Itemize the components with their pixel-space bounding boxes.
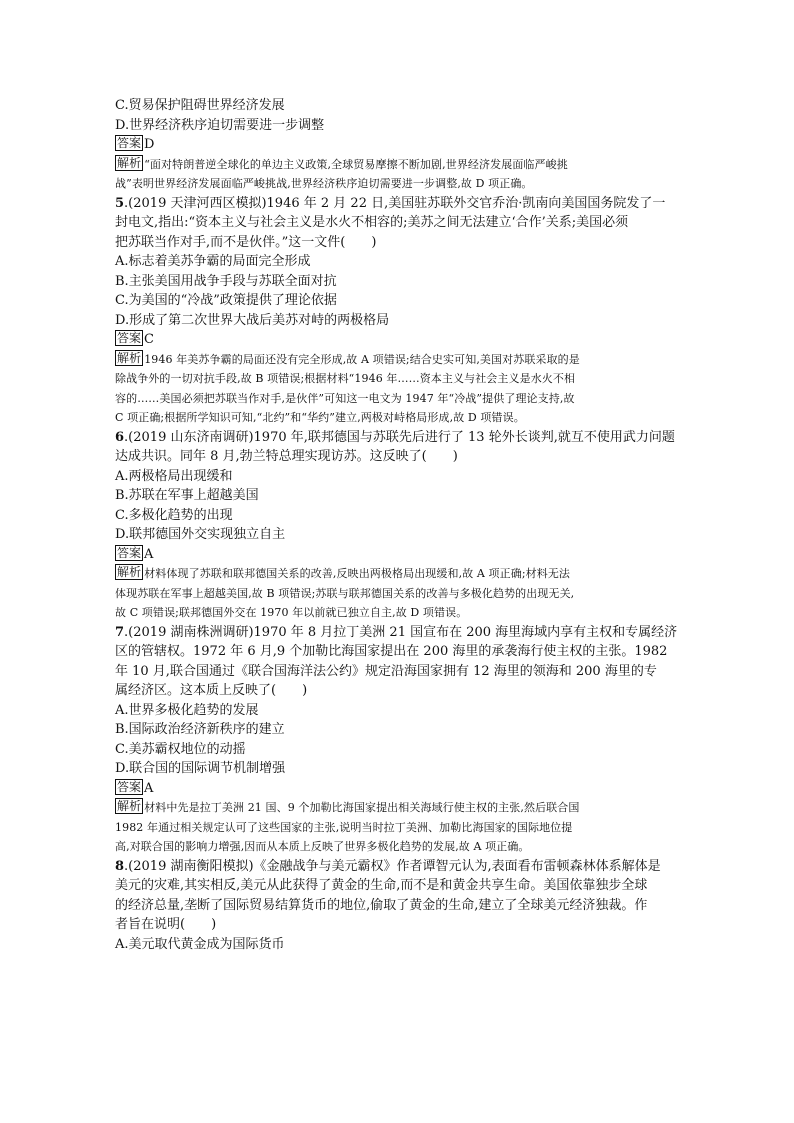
question-number: 5 xyxy=(115,195,125,211)
analysis-line: 解析 材料中先是拉丁美洲 21 国、9 个加勒比海国家提出相关海域行使主权的主张,然后联合国 xyxy=(117,799,580,814)
question-stem-line: 区的管辖权。1972 年 6 月,9 个加勒比海国家提出在 200 海里的承袭海行使主权的主张。1982 xyxy=(115,644,668,659)
answer-line xyxy=(115,779,685,799)
question-stem-line: 7.(2019 湖南株洲调研)1970 年 8 月拉丁美洲 21 国宣布在 200 海里海域内享有主权和专属经济 xyxy=(115,624,678,640)
option-d: D.世界经济秩序迫切需要进一步调整 xyxy=(115,117,325,133)
analysis-line: 1982 年通过相关规定认可了这些国家的主张,说明当时拉丁美洲、加勒比海国家的国际地位提 xyxy=(115,820,573,834)
question-6 xyxy=(115,428,685,623)
option-c: C.美苏霸权地位的动摇 xyxy=(115,741,246,757)
question-stem-line: 封电文,指出:“资本主义与社会主义是水火不相容的;美苏之间无法建立‘合作’关系;美国必须 xyxy=(115,215,629,230)
option-b: B.苏联在军事上超越美国 xyxy=(115,488,259,503)
analysis-line: 解析 “面对特朗普逆全球化的单边主义政策,全球贸易摩擦不断加剧,世界经济发展面临严峻挑 xyxy=(117,155,568,171)
question-stem-line: 美元的灾难,其实相反,美元从此获得了黄金的生命,而不是和黄金共享生命。美国依靠独步全球 xyxy=(115,878,648,893)
answer-label: 答案 xyxy=(117,136,142,150)
question-stem-line: 达成共识。同年 8 月,勃兰特总理实现访苏。这反映了( ) xyxy=(115,449,458,464)
analysis-line: 除战争外的一切对抗手段,故 B 项错误;根据材料“1946 年……资本主义与社会主义是水火不相 xyxy=(115,372,576,385)
answer-value: C xyxy=(144,332,154,347)
question-stem-line: 年 10 月,联合国通过《联合国海洋法公约》规定沿海国家拥有 12 海里的领海和 200 海里的专 xyxy=(115,663,657,679)
answer-value: A xyxy=(144,780,154,796)
answer-label: 答案 xyxy=(117,545,142,560)
analysis-line: C 项正确;根据所学知识可知,“北约”和“华约”建立,两极对峙格局形成,故 D 项错误。 xyxy=(115,411,525,424)
question-stem-line: 8.(2019 湖南衡阳模拟)《金融战争与美元霸权》作者谭智元认为,表面看布雷顿森林体系解体是 xyxy=(115,858,661,874)
option-d: D.形成了第二次世界大战后美苏对峙的两极格局 xyxy=(115,312,390,328)
question-4-tail xyxy=(115,96,685,194)
question-stem-line: 把苏联当作对手,而不是伙伴。”这一文件( ) xyxy=(115,234,377,250)
option-a: A.两极格局出现缓和 xyxy=(115,468,233,484)
question-number: 7 xyxy=(115,624,125,640)
analysis-label: 解析 xyxy=(117,565,142,579)
answer-label: 答案 xyxy=(117,779,142,794)
answer-line xyxy=(115,135,685,155)
question-stem-line: 6.(2019 山东济南调研)1970 年,联邦德国与苏联先后进行了 13 轮外长谈判,就互不使用武力问题 xyxy=(115,429,675,445)
question-stem-line: 的经济总量,垄断了国际贸易结算货币的地位,偷取了黄金的生命,建立了全球美元经济独裁。作 xyxy=(115,897,648,913)
analysis-line: 解析 材料体现了苏联和联邦德国关系的改善,反映出两极格局出现缓和,故 A 项正确;材料无法 xyxy=(117,565,571,580)
analysis-line: 体现苏联在军事上超越美国,故 B 项错误;苏联与联邦德国关系的改善与多极化趋势的出现无关, xyxy=(115,586,575,600)
question-5 xyxy=(115,194,685,428)
option-d: D.联邦德国外交实现独立自主 xyxy=(115,527,286,542)
option-c: C.贸易保护阻碍世界经济发展 xyxy=(115,98,285,113)
analysis-line: 战”表明世界经济发展面临严峻挑战,世界经济秩序迫切需要进一步调整,故 D 项正确。 xyxy=(115,177,533,190)
answer-label: 答案 xyxy=(117,331,142,345)
answer-line xyxy=(115,545,685,565)
question-7 xyxy=(115,623,685,857)
question-8 xyxy=(115,857,685,955)
option-c: C.多极化趋势的出现 xyxy=(115,507,233,523)
document-page xyxy=(115,96,685,954)
option-c: C.为美国的“冷战”政策提供了理论依据 xyxy=(115,293,337,308)
option-a: A.世界多极化趋势的发展 xyxy=(115,702,259,718)
option-d: D.联合国的国际调节机制增强 xyxy=(115,761,286,776)
analysis-label: 解析 xyxy=(117,799,142,813)
option-a: A.美元取代黄金成为国际货币 xyxy=(115,936,285,952)
analysis-line: 容的……美国必须把苏联当作对手,是伙伴”可知这一电文为 1947 年“冷战”提供了理论支持,故 xyxy=(115,391,575,405)
question-stem-line: 属经济区。这本质上反映了( ) xyxy=(115,683,308,698)
option-b: B.国际政治经济新秩序的建立 xyxy=(115,722,285,737)
analysis-line: 故 C 项错误;联邦德国外交在 1970 年以前就已独立自主,故 D 项错误。 xyxy=(115,606,468,619)
analysis-line: 高,对联合国的影响力增强,因而从本质上反映了世界多极化趋势的发展,故 A 项正确。 xyxy=(115,840,530,853)
answer-value: D xyxy=(144,137,155,152)
answer-line xyxy=(115,330,685,350)
option-b: B.主张美国用战争手段与苏联全面对抗 xyxy=(115,273,337,289)
analysis-label: 解析 xyxy=(117,155,142,170)
question-number: 8 xyxy=(115,858,125,874)
analysis-label: 解析 xyxy=(117,350,142,365)
question-number: 6 xyxy=(115,429,125,445)
question-stem-line: 者旨在说明( ) xyxy=(115,917,217,932)
option-a: A.标志着美苏争霸的局面完全形成 xyxy=(115,254,311,269)
answer-value: A xyxy=(144,546,154,562)
analysis-line: 解析 1946 年美苏争霸的局面还没有完全形成,故 A 项错误;结合史实可知,美国对苏联采取的是 xyxy=(117,350,580,366)
question-stem-line: 5.(2019 天津河西区模拟)1946 年 2 月 22 日,美国驻苏联外交官乔治·凯南向美国国务院发了一 xyxy=(115,195,666,211)
